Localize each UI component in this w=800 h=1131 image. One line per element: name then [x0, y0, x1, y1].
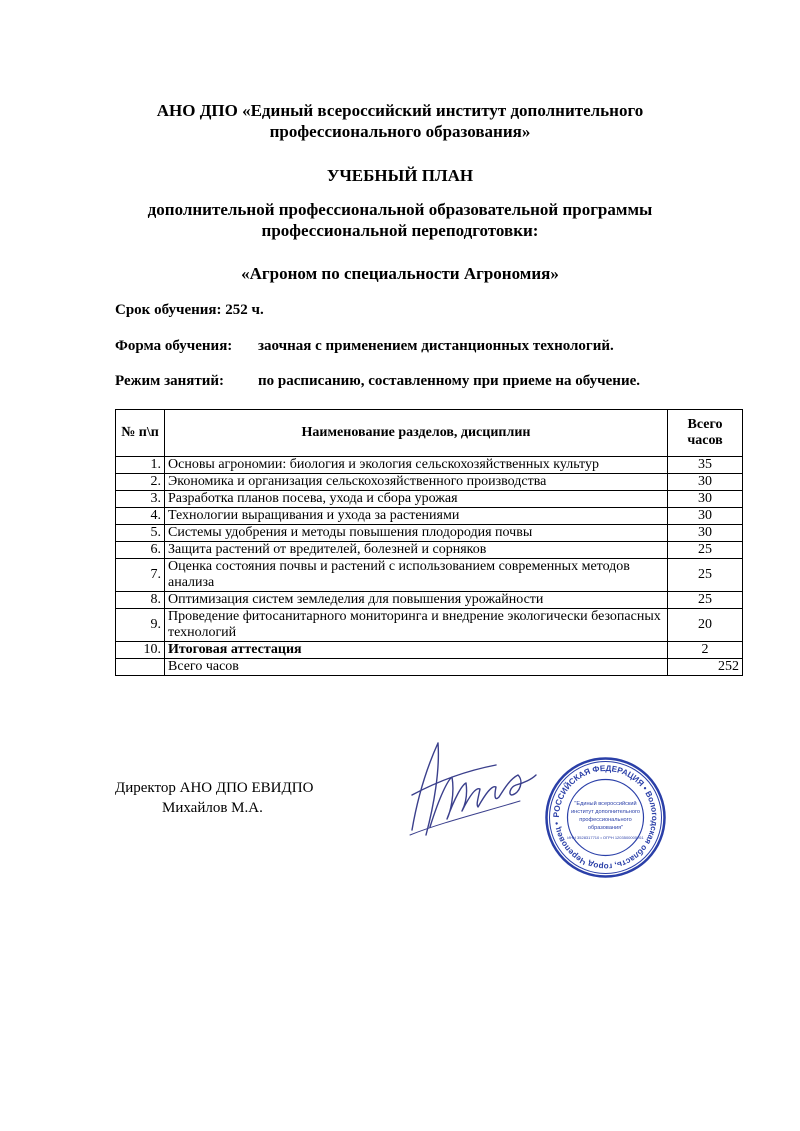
column-header-number: № п\п [116, 410, 165, 457]
row-hours: 30 [668, 525, 743, 542]
table-header-row [116, 410, 743, 457]
column-header-hours: Всего часов [668, 410, 743, 457]
row-hours: 2 [668, 642, 743, 659]
row-number: 3. [116, 491, 165, 508]
stamp-ids: ИНН 3528317710 • ОГРН 1203500005761 [567, 835, 644, 840]
study-form-label: Форма обучения: [115, 338, 233, 354]
table-row [116, 491, 743, 508]
table-row-final-assessment [116, 642, 743, 659]
table-row [116, 559, 743, 592]
row-number: 1. [116, 457, 165, 474]
organization-name: АНО ДПО «Единый всероссийский институт дополнительного профессионального образования» [156, 101, 644, 141]
course-title: «Агроном по специальности Агрономия» [241, 264, 559, 283]
row-discipline: Системы удобрения и методы повышения плодородия почвы [165, 525, 668, 542]
director-position: Директор АНО ДПО ЕВИДПО [115, 780, 314, 796]
column-header-name: Наименование разделов, дисциплин [165, 410, 668, 457]
table-row [116, 508, 743, 525]
row-hours: 30 [668, 474, 743, 491]
row-number: 10. [116, 642, 165, 659]
study-mode-value: по расписанию, составленному при приеме на обучение. [258, 373, 640, 389]
row-number: 6. [116, 542, 165, 559]
study-form [115, 338, 614, 355]
row-discipline: Технологии выращивания и ухода за растениями [165, 508, 668, 525]
row-number: 9. [116, 609, 165, 642]
program-type: дополнительной профессиональной образовательной программы профессиональной переподготовки: [147, 200, 653, 240]
stamp-center-line: "Единый всероссийский [574, 801, 637, 807]
study-mode [115, 373, 640, 390]
study-duration: Срок обучения: 252 ч. [115, 302, 264, 318]
total-label: Всего часов [165, 659, 668, 676]
row-number: 8. [116, 592, 165, 609]
document-title: УЧЕБНЫЙ ПЛАН [326, 166, 474, 185]
stamp-center-line: профессионального [579, 817, 632, 823]
director-signature-block [115, 778, 313, 818]
row-hours: 30 [668, 508, 743, 525]
stamp-center-line: институт дополнительного [571, 809, 640, 815]
row-discipline: Оценка состояния почвы и растений с использованием современных методов анализа [165, 559, 668, 592]
row-hours: 20 [668, 609, 743, 642]
table-row [116, 457, 743, 474]
row-hours: 25 [668, 542, 743, 559]
row-number: 5. [116, 525, 165, 542]
row-discipline: Разработка планов посева, ухода и сбора урожая [165, 491, 668, 508]
row-number: 2. [116, 474, 165, 491]
row-hours: 25 [668, 559, 743, 592]
study-mode-label: Режим занятий: [115, 373, 225, 389]
row-discipline: Проведение фитосанитарного мониторинга и внедрение экологически безопасных технологий [165, 609, 668, 642]
total-hours: 252 [668, 659, 743, 676]
table-row [116, 525, 743, 542]
study-form-value: заочная с применением дистанционных технологий. [258, 338, 614, 354]
table-row [116, 592, 743, 609]
row-discipline: Защита растений от вредителей, болезней и сорняков [165, 542, 668, 559]
row-hours: 25 [668, 592, 743, 609]
table-row [116, 542, 743, 559]
row-discipline: Итоговая аттестация [165, 642, 668, 659]
row-discipline: Основы агрономии: биология и экология сельскохозяйственных культур [165, 457, 668, 474]
table-row-total [116, 659, 743, 676]
row-hours: 30 [668, 491, 743, 508]
official-stamp [543, 755, 668, 880]
row-number-empty [116, 659, 165, 676]
table-row [116, 474, 743, 491]
row-discipline: Оптимизация систем земледелия для повышения урожайности [165, 592, 668, 609]
director-name: Михайлов М.А. [162, 800, 263, 816]
stamp-center-line: образования" [587, 825, 624, 831]
row-number: 7. [116, 559, 165, 592]
stamp-ring-text: РОССИЙСКАЯ ФЕДЕРАЦИЯ • Вологодская область, город Череповец • [551, 763, 660, 872]
row-number: 4. [116, 508, 165, 525]
handwritten-signature [400, 735, 540, 845]
row-hours: 35 [668, 457, 743, 474]
table-row [116, 609, 743, 642]
curriculum-table [115, 409, 743, 676]
row-discipline: Экономика и организация сельскохозяйственного производства [165, 474, 668, 491]
